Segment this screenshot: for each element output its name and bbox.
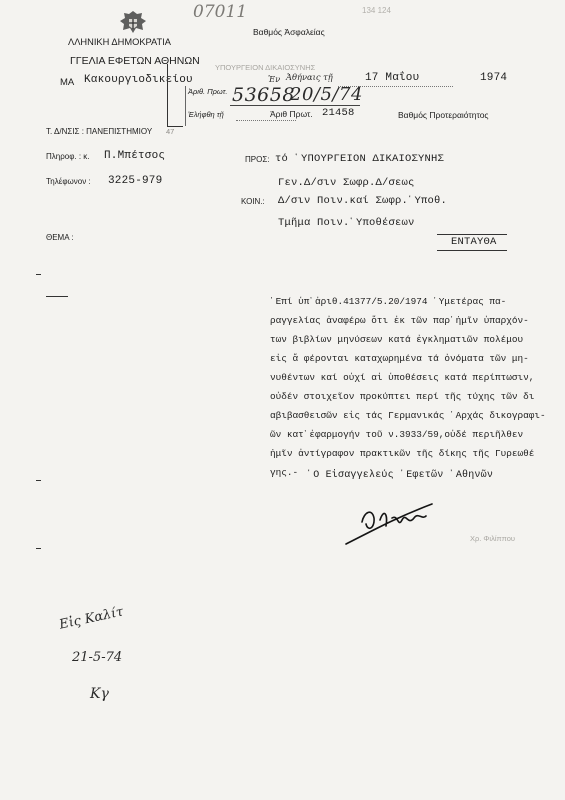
here-label: ΕΝΤΑΥΘΑ <box>451 236 497 248</box>
faint-stamp-mark: 134 124 <box>362 6 391 15</box>
closing-signatory-title: ῾Ο Εἰσαγγελεύς ᾿Εφετῶν ᾿Αθηνῶν <box>307 470 494 481</box>
body-line-3: των βιβλίων μηνύσεων κατά ἐγκληματιῶν πολέμου <box>270 334 524 345</box>
registration-date: 20/5/74 <box>290 84 363 105</box>
protocol-number-label: Ἀριθ Πρωτ. <box>270 109 313 119</box>
body-line-6: οὐδέν στοιχεῖον προκύπτει περί τῆς τύχης τῶν δι <box>270 391 535 402</box>
faint-handwritten-number: 07011 <box>193 2 248 22</box>
registration-underline <box>230 105 360 106</box>
handwritten-note-line-1: Εἰς Καλίτ <box>58 604 125 633</box>
handwritten-note-line-2: 21-5-74 <box>72 650 123 665</box>
body-line-8: ῶν κατ᾿ἐφαρμογήν τοῦ ν.3933/59,οὐδέ περιῆλθεν <box>270 429 524 440</box>
faint-overprint-text: ΥΠΟΥΡΓΕΙΟΝ ΔΙΚΑΙΟΣΥΝΗΣ <box>215 63 316 72</box>
cc-line-1: Δ/σιν Ποιν.καί Σωφρ.῾Υποθ. <box>278 195 448 207</box>
here-overline <box>437 234 507 235</box>
body-line-10: γης.- <box>270 467 299 478</box>
margin-mark <box>36 480 41 481</box>
recipient-to-line-2: Γεν.Δ/σιν Σωφρ.Δ/σεως <box>278 177 415 189</box>
body-line-4: εἰς ἅ φέρονται καταχωρημένα τά ὀνόματα τῶν μη- <box>270 353 529 364</box>
body-line-2: ραγγελίας ἀναφέρω ὅτι ἐκ τῶν παρ᾿ἡμῖν ὑπαρχόν- <box>270 315 529 326</box>
registration-number: 53658 <box>232 84 295 106</box>
cc-label: ΚΟΙΝ.: <box>241 197 265 206</box>
header-bracket-line <box>167 64 168 126</box>
signature-text <box>360 505 413 523</box>
body-line-9: ἡμῖν ἀντίγραφον πρακτικῶν τῆς δίκης τῆς Γυρεωθέ <box>270 448 535 459</box>
security-grade-label: Βαθμός Ἀσφαλείας <box>253 27 325 37</box>
body-line-5: νυθέντων καί οὐχί αἱ ὑποθέσεις κατά περίπτωσιν, <box>270 372 535 383</box>
faint-signatory-name: Χρ. Φιλίππου <box>470 534 516 543</box>
subject-label: ΘΕΜΑ : <box>46 233 74 242</box>
direction-label: Τ. Δ/ΝΣΙΣ : ΠΑΝΕΠΙΣΤΗΜΙΟΥ <box>46 127 153 136</box>
priority-grade-label: Βαθμός Προτεραιότητος <box>398 110 489 120</box>
phone-label: Τηλέφωνον : <box>46 177 91 186</box>
protocol-number: 21458 <box>322 107 355 119</box>
direction-value: 47 <box>166 127 175 136</box>
stamp-box-left-edge <box>185 86 186 126</box>
handwritten-note-line-3: Κγ <box>90 686 109 702</box>
recipient-to-label: ΠΡΟΣ: <box>245 155 270 164</box>
place-date-prefix: Ἐν <box>268 74 281 84</box>
republic-heading: ΛΛΗΝΙΚΗ ΔΗΜΟΚΡΑΤΙΑ <box>68 37 172 47</box>
place-label: Ἀθήναις τῇ <box>286 72 333 82</box>
registration-number-label: Ἀριθ. Πρωτ. <box>188 87 228 96</box>
margin-mark <box>36 274 41 275</box>
prosecutor-office-heading: ΓΓΕΛΙΑ ΕΦΕΤΩΝ ΑΘΗΝΩΝ <box>70 55 200 67</box>
phone-number: 3225-979 <box>108 175 163 187</box>
margin-dash <box>46 296 68 297</box>
body-line-1: ῾Επί ὑπ᾿ἀριθ.41377/5.20/1974 ῾Υμετέρας πα- <box>270 296 507 307</box>
body-line-7: αβιβασθεισῶν εἰς τάς Γερμανικάς ᾿Αρχάς δικογραφι- <box>270 410 546 421</box>
received-dotted-line <box>236 120 296 121</box>
here-underline <box>437 250 507 251</box>
received-label: Ἐλήφθη τῇ <box>188 110 224 119</box>
cc-line-2: Τμῆμα Ποιν.῾Υποθέσεων <box>278 217 415 229</box>
info-contact-name: Π.Μπέτσος <box>104 150 166 162</box>
department-prefix: ΜΑ <box>60 77 75 88</box>
margin-mark <box>36 548 41 549</box>
date-day-month: 17 Μαΐου <box>365 72 420 84</box>
coat-of-arms-icon <box>118 10 148 34</box>
recipient-to-line-1: τό ῾ΥΠΟΥΡΓΕΙΟΝ ΔΙΚΑΙΟΣΥΝΗΣ <box>275 153 445 165</box>
date-year: 1974 <box>480 72 508 84</box>
department-name: Κακουργιοδικείου <box>84 74 193 86</box>
info-label: Πληροφ. : κ. <box>46 152 90 161</box>
